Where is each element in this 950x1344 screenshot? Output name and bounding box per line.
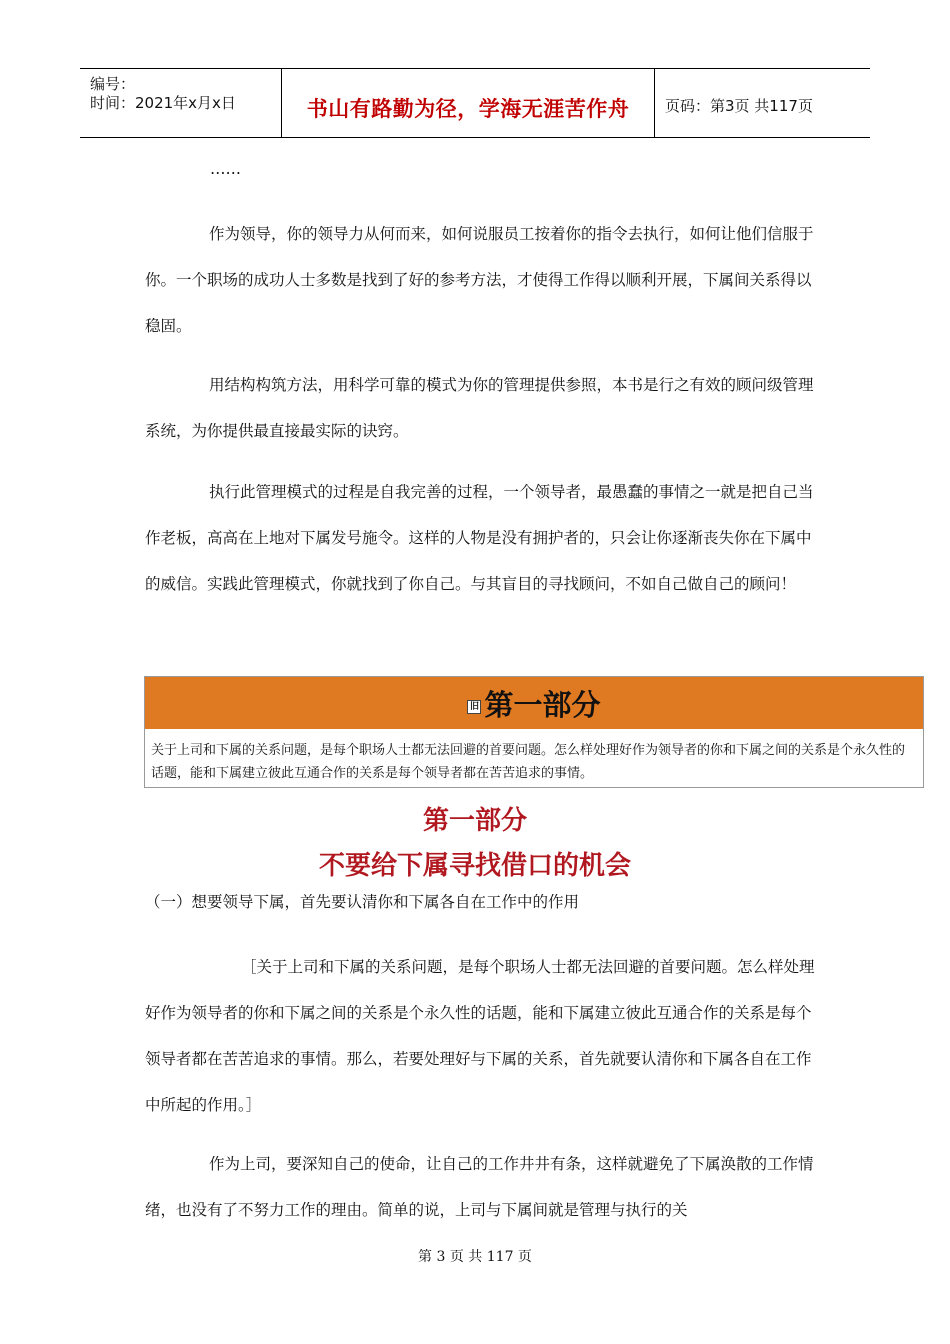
document-time-label: 时间：2021年x月x日 (90, 94, 236, 112)
item-title: （一）想要领导下属，首先要认清你和下属各自在工作中的作用 (145, 893, 580, 911)
intro-paragraph-2: 用结构构筑方法，用科学可靠的模式为你的管理提供参照，本书是行之有效的顾问级管理系统，为你提供最直接最实际的诀窍。 (145, 376, 814, 440)
section-banner-title: 旧 第一部分 (145, 683, 923, 724)
section-banner-description: 关于上司和下属的关系问题，是每个职场人士都无法回避的首要问题。怎么样处理好作为领导者的你和下属之间的关系是个永久性的话题，能和下属建立彼此互通合作的关系是每个领导者都在苦苦追求的事情。 (151, 743, 906, 781)
section-banner-bar (145, 677, 923, 729)
header-page-cell (655, 69, 870, 137)
ellipsis: …… (210, 160, 241, 178)
section-heading: 第一部分 (422, 806, 527, 836)
page-header (80, 68, 870, 138)
section-banner (144, 676, 924, 788)
body-paragraph-1: ［关于上司和下属的关系问题，是每个职场人士都无法回避的首要问题。怎么样处理好作为领导者的你和下属之间的关系是个永久性的话题，能和下属建立彼此互通合作的关系是每个领导者都在苦苦追求的事情。那么，若要处理好与下属的关系，首先就要认清你和下属各自在工作中所起的作用。］ (145, 958, 815, 1114)
section-subheading: 不要给下属寻找借口的机会 (318, 851, 631, 881)
header-motto-cell (282, 69, 655, 137)
page-footer: 第 3 页 共 117 页 (418, 1249, 532, 1265)
body-paragraph-2: 作为上司，要深知自己的使命，让自己的工作井井有条，这样就避免了下属涣散的工作情绪，也没有了不努力工作的理由。简单的说，上司与下属间就是管理与执行的关 (145, 1155, 814, 1219)
header-page-info: 页码：第3页 共117页 (665, 97, 813, 115)
header-meta-cell (80, 69, 282, 137)
document-number-label: 编号： (90, 75, 136, 93)
intro-paragraph-3: 执行此管理模式的过程是自我完善的过程，一个领导者，最愚蠢的事情之一就是把自己当作老板，高高在上地对下属发号施令。这样的人物是没有拥护者的，只会让你逐渐丧失你在下属中的威信。实践此管理模式，你就找到了你自己。与其盲目的寻找顾问，不如自己做自己的顾问！ (145, 483, 814, 593)
anchor-icon: 旧 (467, 700, 481, 714)
intro-paragraph-1: 作为领导，你的领导力从何而来，如何说服员工按着你的指令去执行，如何让他们信服于你。一个职场的成功人士多数是找到了好的参考方法，才使得工作得以顺利开展，下属间关系得以稳固。 (145, 225, 814, 335)
header-motto: 书山有路勤为径，学海无涯苦作舟 (306, 97, 630, 121)
